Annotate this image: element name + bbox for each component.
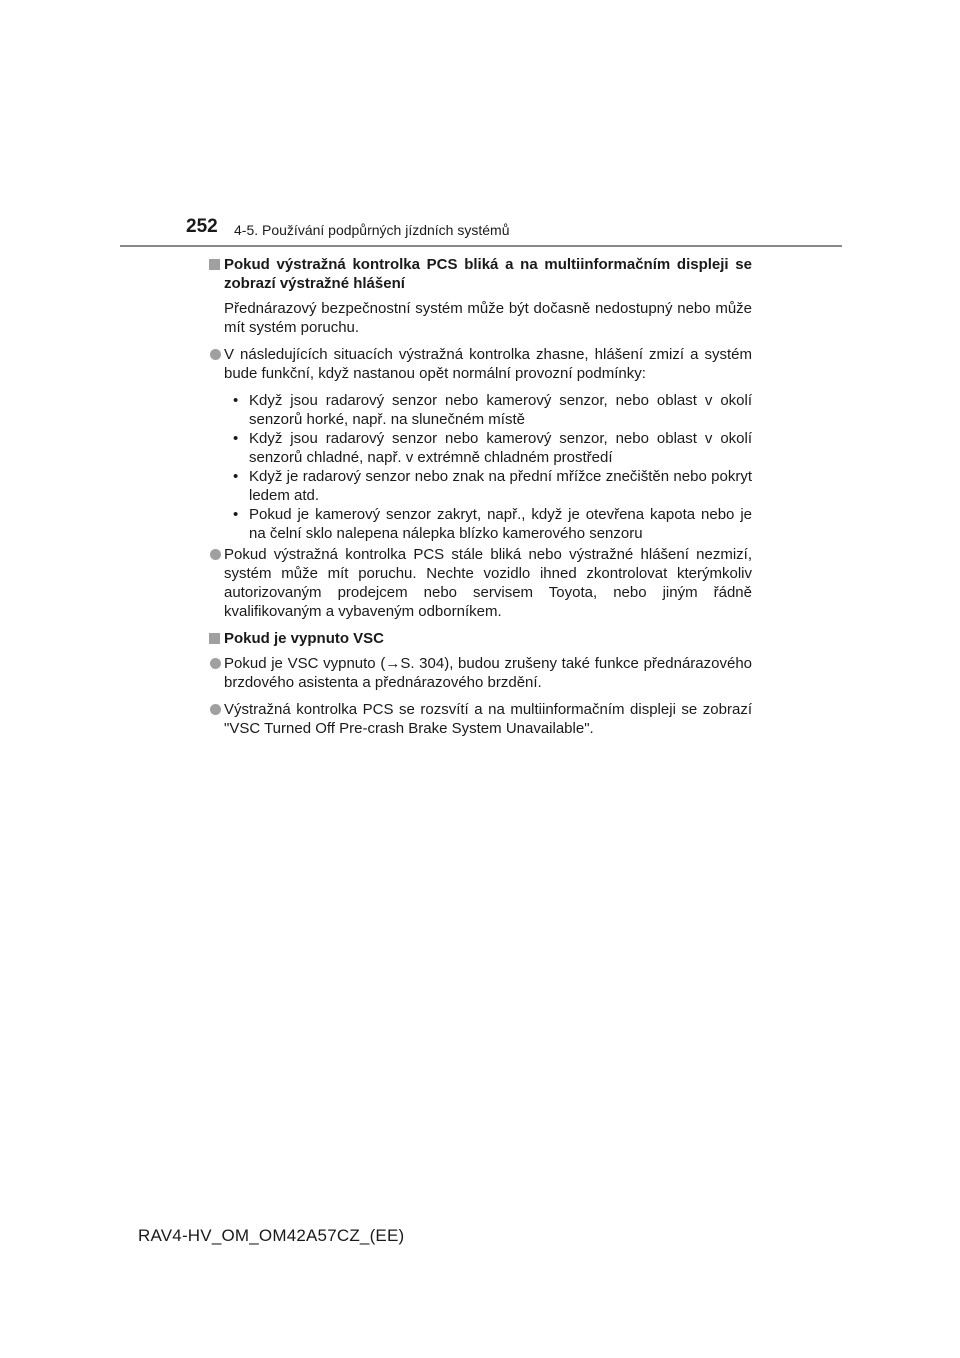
sub-list-item xyxy=(224,467,752,505)
square-bullet-icon xyxy=(209,633,220,644)
dot-bullet-icon: • xyxy=(233,506,239,523)
list-item xyxy=(207,700,752,738)
document-code: RAV4-HV_OM_OM42A57CZ_(EE) xyxy=(138,1226,405,1245)
sub-list-item xyxy=(224,391,752,429)
subsection-heading-text: Pokud výstražná kontrolka PCS bliká a na multiinformačním displeji se zobrazí výstražné hlášení xyxy=(224,256,752,292)
sub-list-item xyxy=(224,429,752,467)
list-item-text: Pokud je VSC vypnuto (→S. 304), budou zrušeny také funkce přednárazového brzdového asistenta a přednárazového brzdění. xyxy=(224,655,752,691)
section-title: 4-5. Používání podpůrných jízdních systémů xyxy=(234,222,510,238)
circle-bullet-icon xyxy=(210,704,221,715)
circle-bullet-icon xyxy=(210,658,221,669)
circle-bullet-icon xyxy=(210,349,221,360)
circle-bullet-icon xyxy=(210,549,221,560)
list-item-text: V následujících situacích výstražná kontrolka zhasne, hlášení zmizí a systém bude funkční, když nastanou opět normální provozní podmínky: xyxy=(224,346,752,382)
subsection-heading xyxy=(207,629,752,648)
list-item-text: Pokud výstražná kontrolka PCS stále bliká nebo výstražné hlášení nezmizí, systém může mít poruchu. Nechte vozidlo ihned zkontrolovat kterýmkoliv autorizovaným prodejcem nebo servisem Toyota, nebo jiným řádně kvalifikovaným a vybaveným odborníkem. xyxy=(224,546,752,620)
header-rule xyxy=(120,245,842,247)
page-number: 252 xyxy=(186,216,218,237)
dot-bullet-icon: • xyxy=(233,468,239,485)
dot-bullet-icon: • xyxy=(233,430,239,447)
dot-bullet-icon: • xyxy=(233,392,239,409)
list-item xyxy=(207,545,752,621)
sub-list xyxy=(224,391,752,543)
page-content xyxy=(207,255,752,738)
sub-list-item xyxy=(224,505,752,543)
intro-paragraph: Přednárazový bezpečnostní systém může být dočasně nedostupný nebo může mít systém poruchu. xyxy=(224,300,752,336)
sub-list-item-text: Pokud je kamerový senzor zakryt, např., když je otevřena kapota nebo je na čelní sklo nalepena nálepka blízko kamerového senzoru xyxy=(249,506,752,542)
subsection-heading-text: Pokud je vypnuto VSC xyxy=(224,630,385,647)
sub-list-item-text: Když jsou radarový senzor nebo kamerový senzor, nebo oblast v okolí senzorů chladné, např. v extrémně chladném prostředí xyxy=(249,430,752,466)
subsection-heading xyxy=(207,255,752,293)
list-item xyxy=(207,345,752,383)
list-item xyxy=(207,654,752,692)
square-bullet-icon xyxy=(209,259,220,270)
sub-list-item-text: Když je radarový senzor nebo znak na přední mřížce znečištěn nebo pokryt ledem atd. xyxy=(249,468,752,504)
list-item-text: Výstražná kontrolka PCS se rozsvítí a na multiinformačním displeji se zobrazí "VSC Turned Off Pre-crash Brake System Unavailable". xyxy=(224,701,752,737)
sub-list-item-text: Když jsou radarový senzor nebo kamerový senzor, nebo oblast v okolí senzorů horké, např. na slunečném místě xyxy=(249,392,752,428)
